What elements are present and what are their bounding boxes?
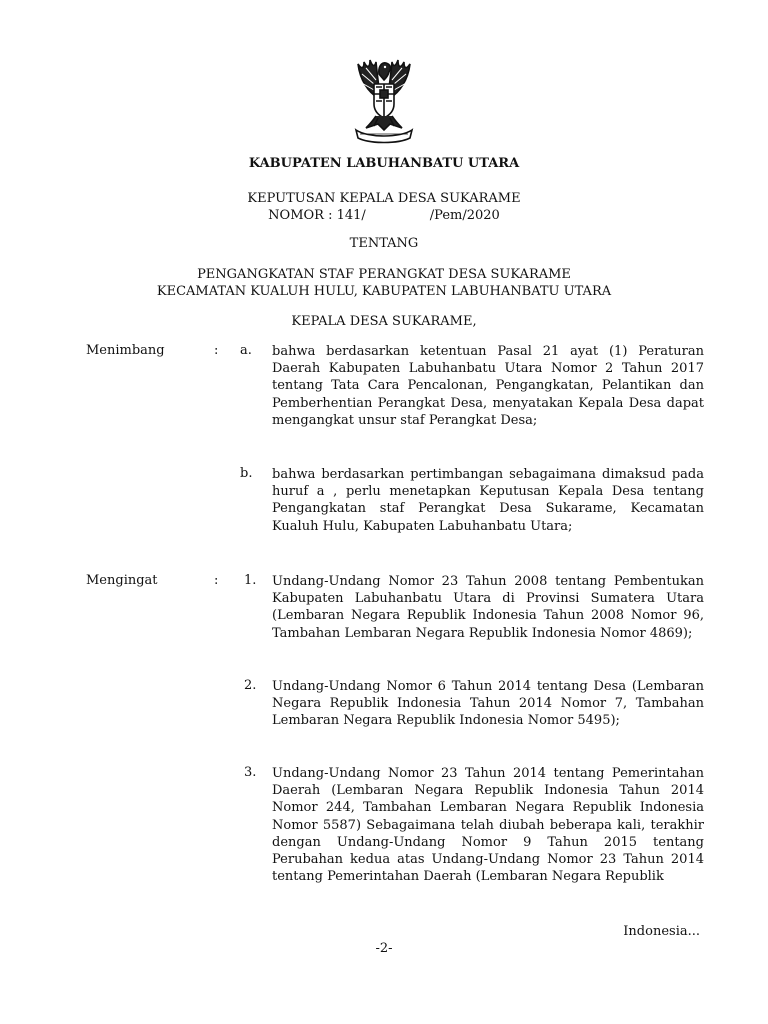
regency-heading: KABUPATEN LABUHANBATU UTARA [248,156,520,171]
subject-line-2: KECAMATAN KUALUH HULU, KABUPATEN LABUHANBATU UTARA [156,284,612,299]
decree-title: KEPUTUSAN KEPALA DESA SUKARAME [247,191,521,206]
mengingat-marker-3: 3. [244,765,257,780]
decree-number-prefix: NOMOR : 141/ [268,208,366,223]
mengingat-colon: : [214,573,219,588]
mengingat-marker-1: 1. [244,573,257,588]
about-heading: TENTANG [349,236,419,251]
subject-line-1: PENGANGKATAN STAF PERANGKAT DESA SUKARAME [197,267,571,282]
decree-number [0,208,768,223]
garuda-emblem-icon [338,54,430,148]
menimbang-item-a: bahwa berdasarkan ketentuan Pasal 21 ayat (1) Peraturan Daerah Kabupaten Labuhanbatu Utara Nomor 2 Tahun 2017 tentang Tata Cara Pencalonan, Pengangkatan, Pelantikan dan Pemberhentian Perangkat Desa, menyatakan Kepala Desa dapat mengangkat unsur staf Perangkat Desa; [272,344,704,428]
mengingat-marker-2: 2. [244,678,257,693]
mengingat-item-2: Undang-Undang Nomor 6 Tahun 2014 tentang Desa (Lembaran Negara Republik Indonesia Tahun 2014 Nomor 7, Tambahan Lembaran Negara Republik Indonesia Nomor 5495); [272,679,704,729]
mengingat-label: Mengingat [86,573,158,588]
menimbang-item-b: bahwa berdasarkan pertimbangan sebagaimana dimaksud pada huruf a , perlu menetapkan Keputusan Kepala Desa tentang Pengangkatan staf Perangkat Desa Sukarame, Kecamatan Kualuh Hulu, Kabupaten Labuhanbatu Utara; [272,467,704,534]
page-number: -2- [375,941,393,956]
mengingat-item-3: Undang-Undang Nomor 23 Tahun 2014 tentang Pemerintahan Daerah (Lembaran Negara Republik Indonesia Tahun 2014 Nomor 244, Tambahan Lembaran Negara Republik Indonesia Nomor 5587) Sebagaimana telah diubah beberapa kali, terakhir dengan Undang-Undang Nomor 9 Tahun 2015 tentang Perubahan kedua atas Undang-Undang Nomor 23 Tahun 2014 tentang Pemerintahan Daerah (Lembaran Negara Republik [272,766,704,885]
issuer-heading: KEPALA DESA SUKARAME, [291,314,477,329]
menimbang-marker-a: a. [240,343,252,358]
menimbang-marker-b: b. [240,466,253,481]
continuation-text: Indonesia... [623,924,700,939]
mengingat-item-1: Undang-Undang Nomor 23 Tahun 2008 tentang Pembentukan Kabupaten Labuhanbatu Utara di Provinsi Sumatera Utara (Lembaran Negara Republik Indonesia Tahun 2008 Nomor 96, Tambahan Lembaran Negara Republik Indonesia Nomor 4869); [272,574,704,641]
decree-number-suffix: /Pem/2020 [429,208,500,223]
menimbang-label: Menimbang [86,343,165,358]
menimbang-colon: : [214,343,219,358]
